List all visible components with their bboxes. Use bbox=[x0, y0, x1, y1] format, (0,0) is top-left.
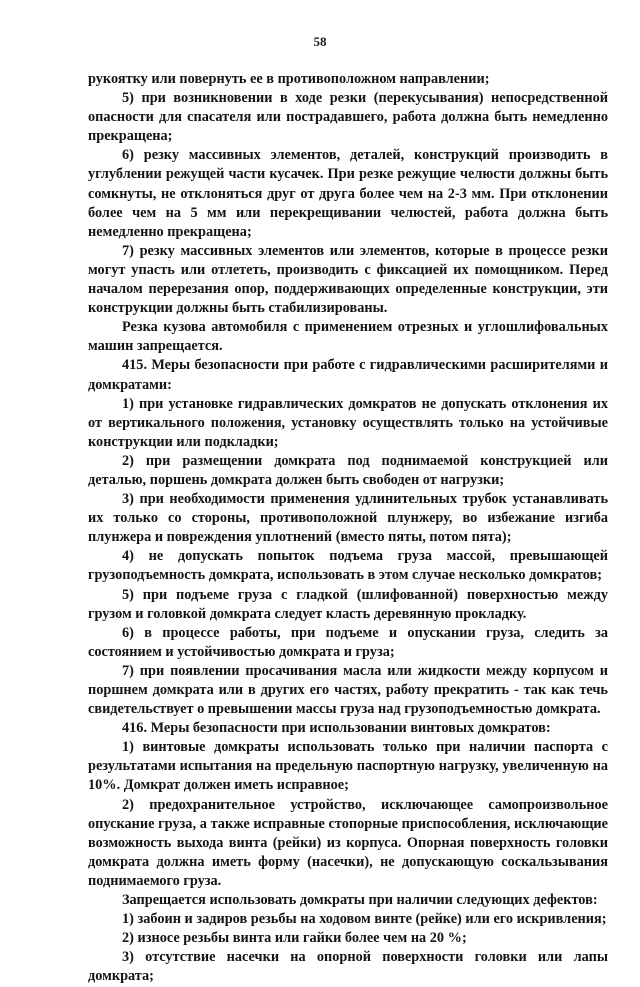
paragraph-415-item-2: 2) при размещении домкрата под поднимаемой конструкцией или деталью, поршень домкрата должен быть свободен от нагрузки; bbox=[88, 452, 608, 488]
paragraph-416-item-2: 2) предохранительное устройство, исключающее самопроизвольное опускание груза, а также исправные стопорные приспособления, исключающие возможность выхода винта (рейки) из корпуса. Опорная поверхность головки домкрата должна иметь форму (насечки), не допускающую соскальзывания поднимаемого груза. bbox=[88, 796, 608, 889]
paragraph-415-item-6: 6) в процессе работы, при подъеме и опускании груза, следить за состоянием и устойчивостью домкрата и груза; bbox=[88, 624, 608, 660]
paragraph-defect-2: 2) износе резьбы винта или гайки более чем на 20 %; bbox=[122, 930, 467, 947]
paragraph-item-7-fixation: 7) резку массивных элементов или элементов, которые в процессе резки могут упасть или отлететь, производить с фиксацией их помощником. Перед началом перерезания опор, поддерживающих определенные конструкции, эти конструкции должны быть стабилизированы. bbox=[88, 242, 608, 317]
paragraph-415-item-4: 4) не допускать попыток подъема груза массой, превышающей грузоподъемность домкрата, использовать в этом случае несколько домкратов; bbox=[88, 548, 608, 584]
page-body bbox=[88, 70, 608, 987]
paragraph-item-6-massive-cutting: 6) резку массивных элементов, деталей, конструкций производить в углублении режущей части кусачек. При резке режущие челюсти должны быть сомкнуты, не отклоняться друг от друга более чем на 2-3 мм. При отклонении более чем на 5 мм или перекрещивании челюстей, работа должна быть немедленно прекращена; bbox=[88, 147, 608, 240]
paragraph-415-item-3: 3) при необходимости применения удлинительных трубок устанавливать их только со стороны, противоположной плунжеру, во избежание изгиба плунжера и повреждения уплотнений (вместо пяты, потом пята); bbox=[88, 491, 608, 546]
paragraph-defects-intro: Запрещается использовать домкраты при наличии следующих дефектов: bbox=[122, 892, 598, 909]
page-number: 58 bbox=[313, 34, 327, 49]
paragraph-416-item-1: 1) винтовые домкраты использовать только при наличии паспорта с результатами испытания на предельную паспортную нагрузку, увеличенную на 10%. Домкрат должен иметь исправное; bbox=[88, 739, 608, 794]
section-416-heading: 416. Меры безопасности при использовании винтовых домкратов: bbox=[122, 720, 551, 737]
paragraph-continuation: рукоятку или повернуть ее в противоположном направлении; bbox=[88, 71, 490, 87]
paragraph-415-item-5: 5) при подъеме груза с гладкой (шлифованной) поверхностью между грузом и головкой домкрата следует класть деревянную прокладку. bbox=[88, 586, 608, 622]
paragraph-415-item-1: 1) при установке гидравлических домкратов не допускать отклонения их от вертикального положения, установку осуществлять только на устойчивые конструкции или подкладки; bbox=[88, 395, 608, 450]
section-415-heading: 415. Меры безопасности при работе с гидравлическими расширителями и домкратами: bbox=[88, 357, 608, 393]
paragraph-defect-3: 3) отсутствие насечки на опорной поверхности головки или лапы домкрата; bbox=[88, 949, 608, 985]
paragraph-cutting-prohibition: Резка кузова автомобиля с применением отрезных и углошлифовальных машин запрещается. bbox=[88, 319, 608, 355]
paragraph-item-5-danger: 5) при возникновении в ходе резки (перекусывания) непосредственной опасности для спасателя или пострадавшего, работа должна быть немедленно прекращена; bbox=[88, 90, 608, 145]
paragraph-415-item-7: 7) при появлении просачивания масла или жидкости между корпусом и поршнем домкрата или в других его частях, работу прекратить - так как течь свидетельствует о превышении массы груза над грузоподъемностью домкрата. bbox=[88, 662, 608, 718]
paragraph-defect-1: 1) забоин и задиров резьбы на ходовом винте (рейке) или его искривления; bbox=[122, 911, 607, 928]
